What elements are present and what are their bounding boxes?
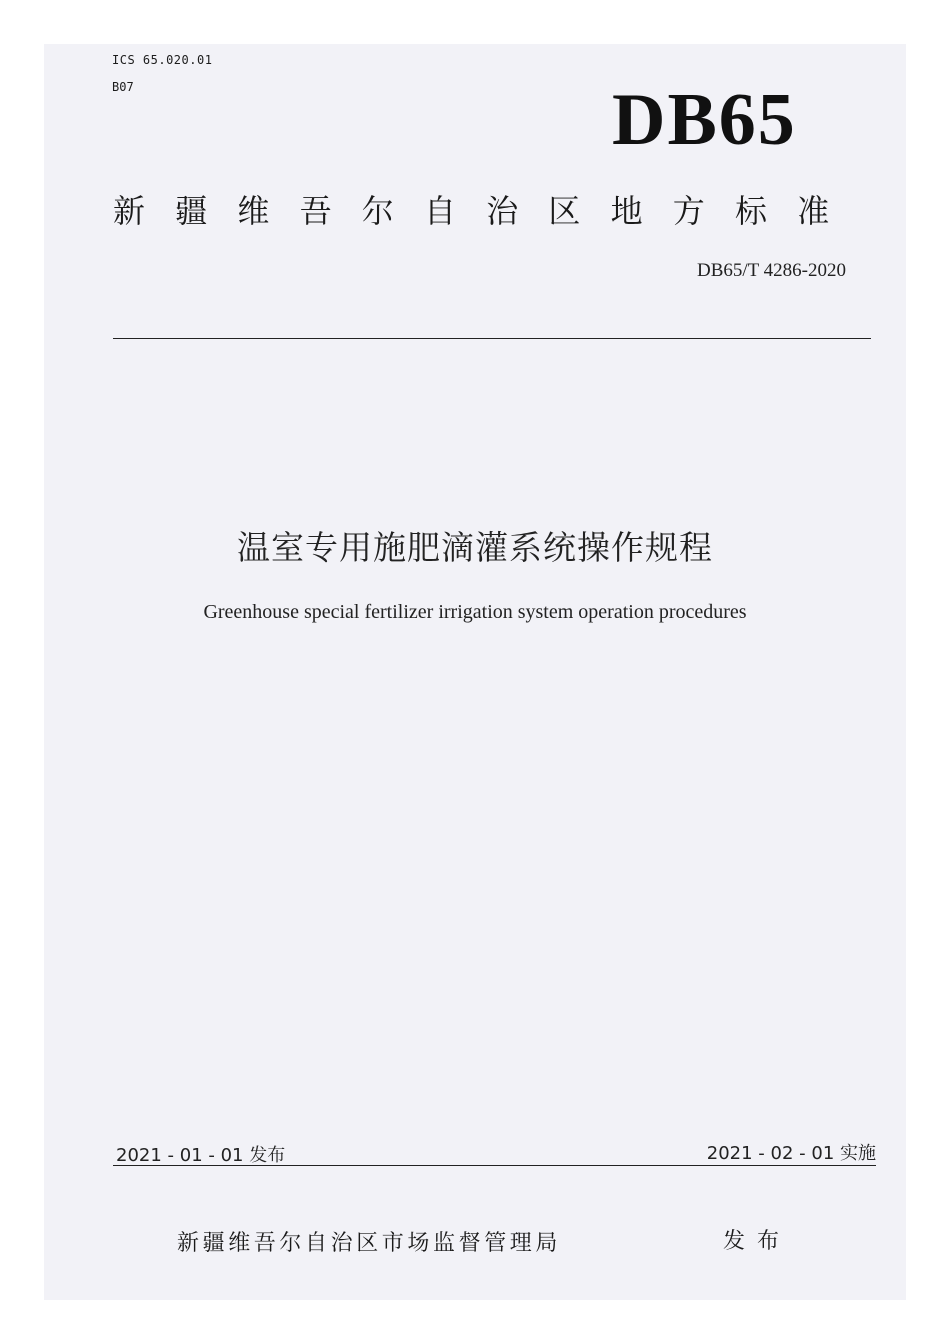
issuing-authority: 新疆维吾尔自治区市场监督管理局 <box>177 1231 562 1256</box>
standard-category: 新疆维吾尔自治区地方标准 <box>113 192 860 230</box>
footer-divider <box>113 1165 876 1166</box>
document-page <box>44 44 906 1300</box>
implement-date: 2021 - 02 - 01 实施 <box>706 1143 876 1164</box>
ics-code: ICS 65.020.01 <box>112 53 213 67</box>
standard-logo: DB65 <box>612 79 797 161</box>
ccs-code: B07 <box>112 80 134 94</box>
title-english: Greenhouse special fertilizer irrigation system operation procedures <box>203 601 747 623</box>
header-divider <box>113 338 871 339</box>
title-chinese: 温室专用施肥滴灌系统操作规程 <box>237 528 713 567</box>
standard-number: DB65/T 4286-2020 <box>696 260 846 281</box>
issue-label: 发布 <box>723 1229 792 1254</box>
publish-date: 2021 - 01 - 01 发布 <box>116 1145 286 1166</box>
